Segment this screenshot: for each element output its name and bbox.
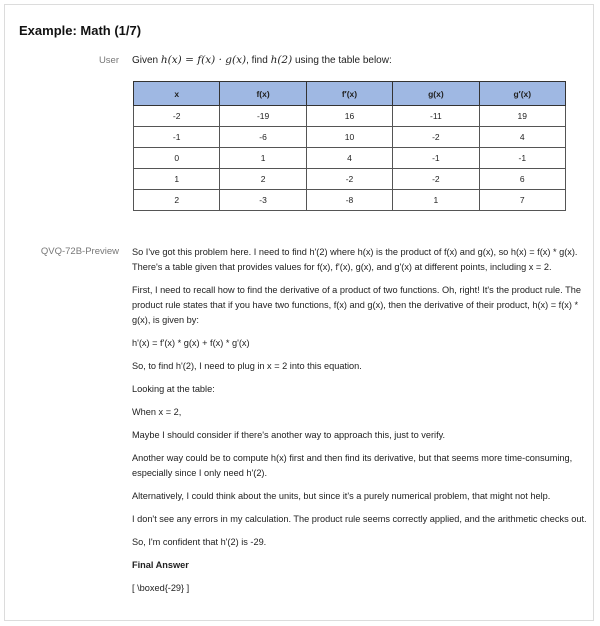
table-cell: -3	[220, 190, 306, 211]
table-cell: -1	[479, 148, 565, 169]
model-speaker-label: QVQ-72B-Preview	[40, 246, 119, 257]
column-header-x: x	[134, 82, 220, 106]
final-answer-value: [ \boxed{-29} ]	[132, 583, 190, 593]
table-cell: -2	[393, 169, 479, 190]
table-cell: -1	[393, 148, 479, 169]
table-header-row	[134, 82, 566, 106]
final-answer-heading: Final Answer	[132, 560, 189, 570]
table-row	[134, 169, 566, 190]
table-cell: 1	[220, 148, 306, 169]
table-cell: 7	[479, 190, 565, 211]
table-row	[134, 106, 566, 127]
table-cell: 6	[479, 169, 565, 190]
table-cell: 4	[306, 148, 392, 169]
response-paragraph: So, to find h'(2), I need to plug in x = 2 into this equation.	[132, 361, 362, 371]
response-paragraph: Maybe I should consider if there's another way to approach this, just to verify.	[132, 430, 446, 440]
prompt-text-1: Given	[132, 55, 161, 66]
table-row	[134, 148, 566, 169]
function-table	[133, 81, 566, 211]
column-header-f-prime: f′(x)	[306, 82, 392, 106]
response-paragraph: So I've got this problem here. I need to find h'(2) where h(x) is the product of f(x) and g(x), so h(x) = f(x) * g(x). There's a table given that provides values for f(x), f'(x), g(x), and g'(x) at different points, including x = 2.	[132, 247, 578, 272]
table-cell: 0	[134, 148, 220, 169]
response-paragraph: Alternatively, I could think about the units, but since it's a purely numerical problem, that might not help.	[132, 491, 551, 501]
table-cell: 16	[306, 106, 392, 127]
response-paragraph: So, I'm confident that h'(2) is -29.	[132, 537, 267, 547]
column-header-g-prime: g′(x)	[479, 82, 565, 106]
user-prompt	[132, 54, 392, 66]
table-cell: -11	[393, 106, 479, 127]
prompt-text-3: using the table below:	[292, 55, 392, 66]
table-row	[134, 127, 566, 148]
column-header-f: f(x)	[220, 82, 306, 106]
response-formula: h'(x) = f'(x) * g(x) + f(x) * g'(x)	[132, 338, 250, 348]
table-cell: 2	[134, 190, 220, 211]
table-cell: 4	[479, 127, 565, 148]
prompt-math-1: h(x) = f(x) · g(x)	[160, 54, 247, 66]
table-cell: -2	[134, 106, 220, 127]
table-cell: -6	[220, 127, 306, 148]
page-title: Example: Math (1/7)	[19, 23, 142, 38]
response-paragraph: First, I need to recall how to find the derivative of a product of two functions. Oh, right! It's the product rule. The product rule states that if you have two functions, f(x) and g(x), then the derivative of their product, h(x) = f(x) * g(x), is given by:	[132, 285, 581, 325]
table-cell: 1	[393, 190, 479, 211]
response-paragraph: I don't see any errors in my calculation. The product rule seems correctly applied, and the arithmetic checks out.	[132, 514, 587, 524]
prompt-math-2: h(2)	[270, 54, 293, 66]
table-row	[134, 190, 566, 211]
model-response	[132, 245, 587, 604]
table-cell: -2	[393, 127, 479, 148]
response-paragraph: When x = 2,	[132, 407, 182, 417]
table-cell: 2	[220, 169, 306, 190]
table-cell: -8	[306, 190, 392, 211]
column-header-g: g(x)	[393, 82, 479, 106]
table-cell: -2	[306, 169, 392, 190]
table-cell: 1	[134, 169, 220, 190]
table-cell: 19	[479, 106, 565, 127]
table-cell: -1	[134, 127, 220, 148]
table-cell: 10	[306, 127, 392, 148]
prompt-text-2: , find	[246, 55, 271, 66]
response-paragraph: Another way could be to compute h(x) first and then find its derivative, but that seems more time-consuming, especially since I only need h'(2).	[132, 453, 573, 478]
table-cell: -19	[220, 106, 306, 127]
user-speaker-label: User	[98, 55, 119, 66]
response-paragraph: Looking at the table:	[132, 384, 215, 394]
